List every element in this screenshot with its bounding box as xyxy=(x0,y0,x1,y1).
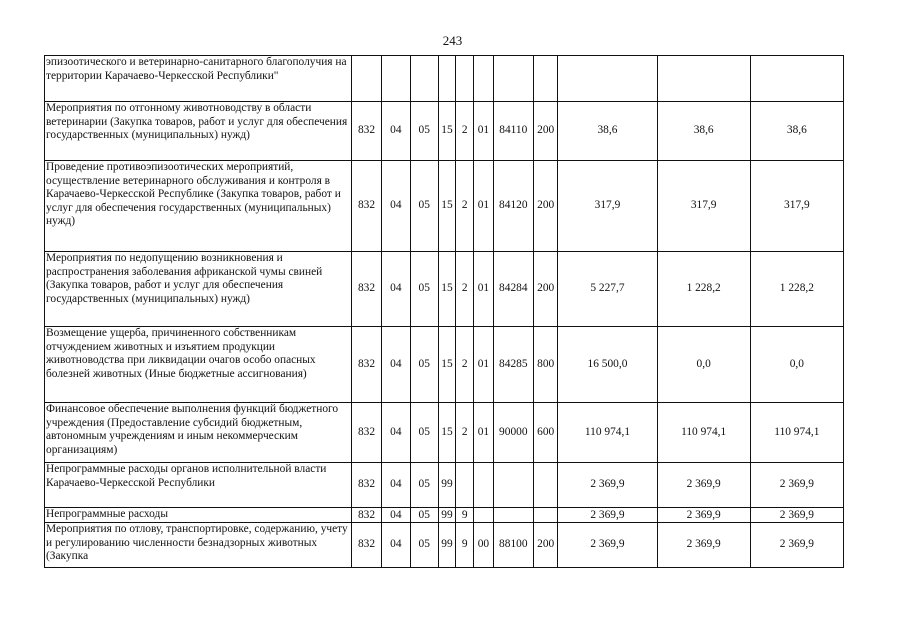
cell-c1: 832 xyxy=(351,523,381,568)
cell-v2: 0,0 xyxy=(657,327,750,403)
cell-c8: 200 xyxy=(534,161,558,252)
cell-c1: 832 xyxy=(351,102,381,161)
cell-c5 xyxy=(456,56,474,102)
cell-c5 xyxy=(456,463,474,508)
cell-c4 xyxy=(438,56,455,102)
table-row xyxy=(45,523,844,568)
cell-c5: 2 xyxy=(456,327,474,403)
budget-table xyxy=(44,55,844,568)
cell-v1: 317,9 xyxy=(558,161,657,252)
cell-v2: 317,9 xyxy=(657,161,750,252)
row-name: эпизоотического и ветеринарно-санитарного благополучия на территории Карачаево-Черкесской Республики" xyxy=(45,56,352,102)
cell-c6: 00 xyxy=(474,523,493,568)
cell-c5: 2 xyxy=(456,252,474,327)
cell-v2: 2 369,9 xyxy=(657,523,750,568)
cell-c2 xyxy=(382,56,410,102)
cell-v1 xyxy=(558,56,657,102)
cell-v1: 16 500,0 xyxy=(558,327,657,403)
cell-v3: 38,6 xyxy=(750,102,843,161)
row-name: Возмещение ущерба, причиненного собственникам отчуждением животных и изъятием продукции животноводства при ликвидации очагов особо опасных болезней животных (Иные бюджетные ассигнования) xyxy=(45,327,352,403)
cell-c6: 01 xyxy=(474,327,493,403)
cell-c8: 800 xyxy=(534,327,558,403)
cell-c4: 15 xyxy=(438,327,455,403)
cell-v1: 2 369,9 xyxy=(558,463,657,508)
cell-c8: 200 xyxy=(534,252,558,327)
cell-c2: 04 xyxy=(382,523,410,568)
table-row xyxy=(45,56,844,102)
cell-c8 xyxy=(534,508,558,523)
cell-c4: 99 xyxy=(438,508,455,523)
cell-v1: 2 369,9 xyxy=(558,523,657,568)
cell-v2: 38,6 xyxy=(657,102,750,161)
cell-c6: 01 xyxy=(474,403,493,463)
cell-v3: 110 974,1 xyxy=(750,403,843,463)
cell-c7: 90000 xyxy=(493,403,534,463)
cell-c7: 88100 xyxy=(493,523,534,568)
table-row xyxy=(45,252,844,327)
cell-c2: 04 xyxy=(382,508,410,523)
cell-c2: 04 xyxy=(382,252,410,327)
cell-c4: 99 xyxy=(438,523,455,568)
cell-c3: 05 xyxy=(410,161,438,252)
row-name: Мероприятия по недопущению возникновения и распространения заболевания африканской чумы свиней (Закупка товаров, работ и услуг для обеспечения государственных (муниципальных) нужд) xyxy=(45,252,352,327)
cell-c7: 84120 xyxy=(493,161,534,252)
cell-c3: 05 xyxy=(410,463,438,508)
table-row xyxy=(45,327,844,403)
cell-c7: 84284 xyxy=(493,252,534,327)
cell-v2: 2 369,9 xyxy=(657,508,750,523)
cell-c2: 04 xyxy=(382,463,410,508)
table-row xyxy=(45,463,844,508)
cell-v2 xyxy=(657,56,750,102)
row-name: Проведение противоэпизоотических мероприятий, осуществление ветеринарного обслуживания и контроля в Карачаево-Черкесской Республике (Закупка товаров, работ и услуг для обеспечения государственных (муниципальных) нужд) xyxy=(45,161,352,252)
cell-c2: 04 xyxy=(382,161,410,252)
cell-c1: 832 xyxy=(351,508,381,523)
cell-v3: 317,9 xyxy=(750,161,843,252)
cell-c4: 15 xyxy=(438,102,455,161)
cell-c1: 832 xyxy=(351,463,381,508)
cell-c3 xyxy=(410,56,438,102)
cell-c6: 01 xyxy=(474,252,493,327)
cell-c3: 05 xyxy=(410,327,438,403)
page-number: 243 xyxy=(442,33,463,48)
cell-v3: 2 369,9 xyxy=(750,523,843,568)
cell-c2: 04 xyxy=(382,403,410,463)
cell-c4: 15 xyxy=(438,161,455,252)
cell-c1: 832 xyxy=(351,403,381,463)
cell-c7: 84285 xyxy=(493,327,534,403)
cell-c3: 05 xyxy=(410,252,438,327)
table-row xyxy=(45,102,844,161)
cell-c1 xyxy=(351,56,381,102)
cell-c5: 2 xyxy=(456,161,474,252)
cell-c5: 9 xyxy=(456,523,474,568)
cell-c6: 01 xyxy=(474,102,493,161)
cell-c2: 04 xyxy=(382,327,410,403)
cell-c8: 600 xyxy=(534,403,558,463)
cell-c3: 05 xyxy=(410,403,438,463)
cell-c6: 01 xyxy=(474,161,493,252)
cell-c8: 200 xyxy=(534,102,558,161)
row-name: Финансовое обеспечение выполнения функций бюджетного учреждения (Предоставление субсидий бюджетным, автономным учреждениям и иным некоммерческим организациям) xyxy=(45,403,352,463)
cell-c6 xyxy=(474,508,493,523)
cell-c7 xyxy=(493,56,534,102)
cell-c4: 99 xyxy=(438,463,455,508)
cell-c6 xyxy=(474,463,493,508)
table-row xyxy=(45,508,844,523)
cell-c4: 15 xyxy=(438,252,455,327)
cell-c8 xyxy=(534,463,558,508)
cell-v1: 2 369,9 xyxy=(558,508,657,523)
cell-c5: 9 xyxy=(456,508,474,523)
cell-c7 xyxy=(493,508,534,523)
cell-c3: 05 xyxy=(410,102,438,161)
cell-v3 xyxy=(750,56,843,102)
cell-c1: 832 xyxy=(351,161,381,252)
cell-c2: 04 xyxy=(382,102,410,161)
cell-c3: 05 xyxy=(410,523,438,568)
row-name: Непрограммные расходы органов исполнительной власти Карачаево-Черкесской Республики xyxy=(45,463,352,508)
table-row xyxy=(45,161,844,252)
cell-v1: 38,6 xyxy=(558,102,657,161)
cell-c7 xyxy=(493,463,534,508)
cell-v3: 2 369,9 xyxy=(750,463,843,508)
cell-v2: 2 369,9 xyxy=(657,463,750,508)
cell-c6 xyxy=(474,56,493,102)
cell-c1: 832 xyxy=(351,252,381,327)
cell-v2: 1 228,2 xyxy=(657,252,750,327)
cell-v1: 110 974,1 xyxy=(558,403,657,463)
cell-c8: 200 xyxy=(534,523,558,568)
cell-c5: 2 xyxy=(456,403,474,463)
cell-c7: 84110 xyxy=(493,102,534,161)
cell-v3: 1 228,2 xyxy=(750,252,843,327)
cell-v2: 110 974,1 xyxy=(657,403,750,463)
cell-c5: 2 xyxy=(456,102,474,161)
cell-v1: 5 227,7 xyxy=(558,252,657,327)
cell-v3: 0,0 xyxy=(750,327,843,403)
table-row xyxy=(45,403,844,463)
cell-v3: 2 369,9 xyxy=(750,508,843,523)
cell-c4: 15 xyxy=(438,403,455,463)
cell-c1: 832 xyxy=(351,327,381,403)
row-name: Мероприятия по отлову, транспортировке, содержанию, учету и регулированию численности безнадзорных животных (Закупка xyxy=(45,523,352,568)
row-name: Непрограммные расходы xyxy=(45,508,352,523)
cell-c8 xyxy=(534,56,558,102)
cell-c3: 05 xyxy=(410,508,438,523)
row-name: Мероприятия по отгонному животноводству в области ветеринарии (Закупка товаров, работ и услуг для обеспечения государственных (муниципальных) нужд) xyxy=(45,102,352,161)
